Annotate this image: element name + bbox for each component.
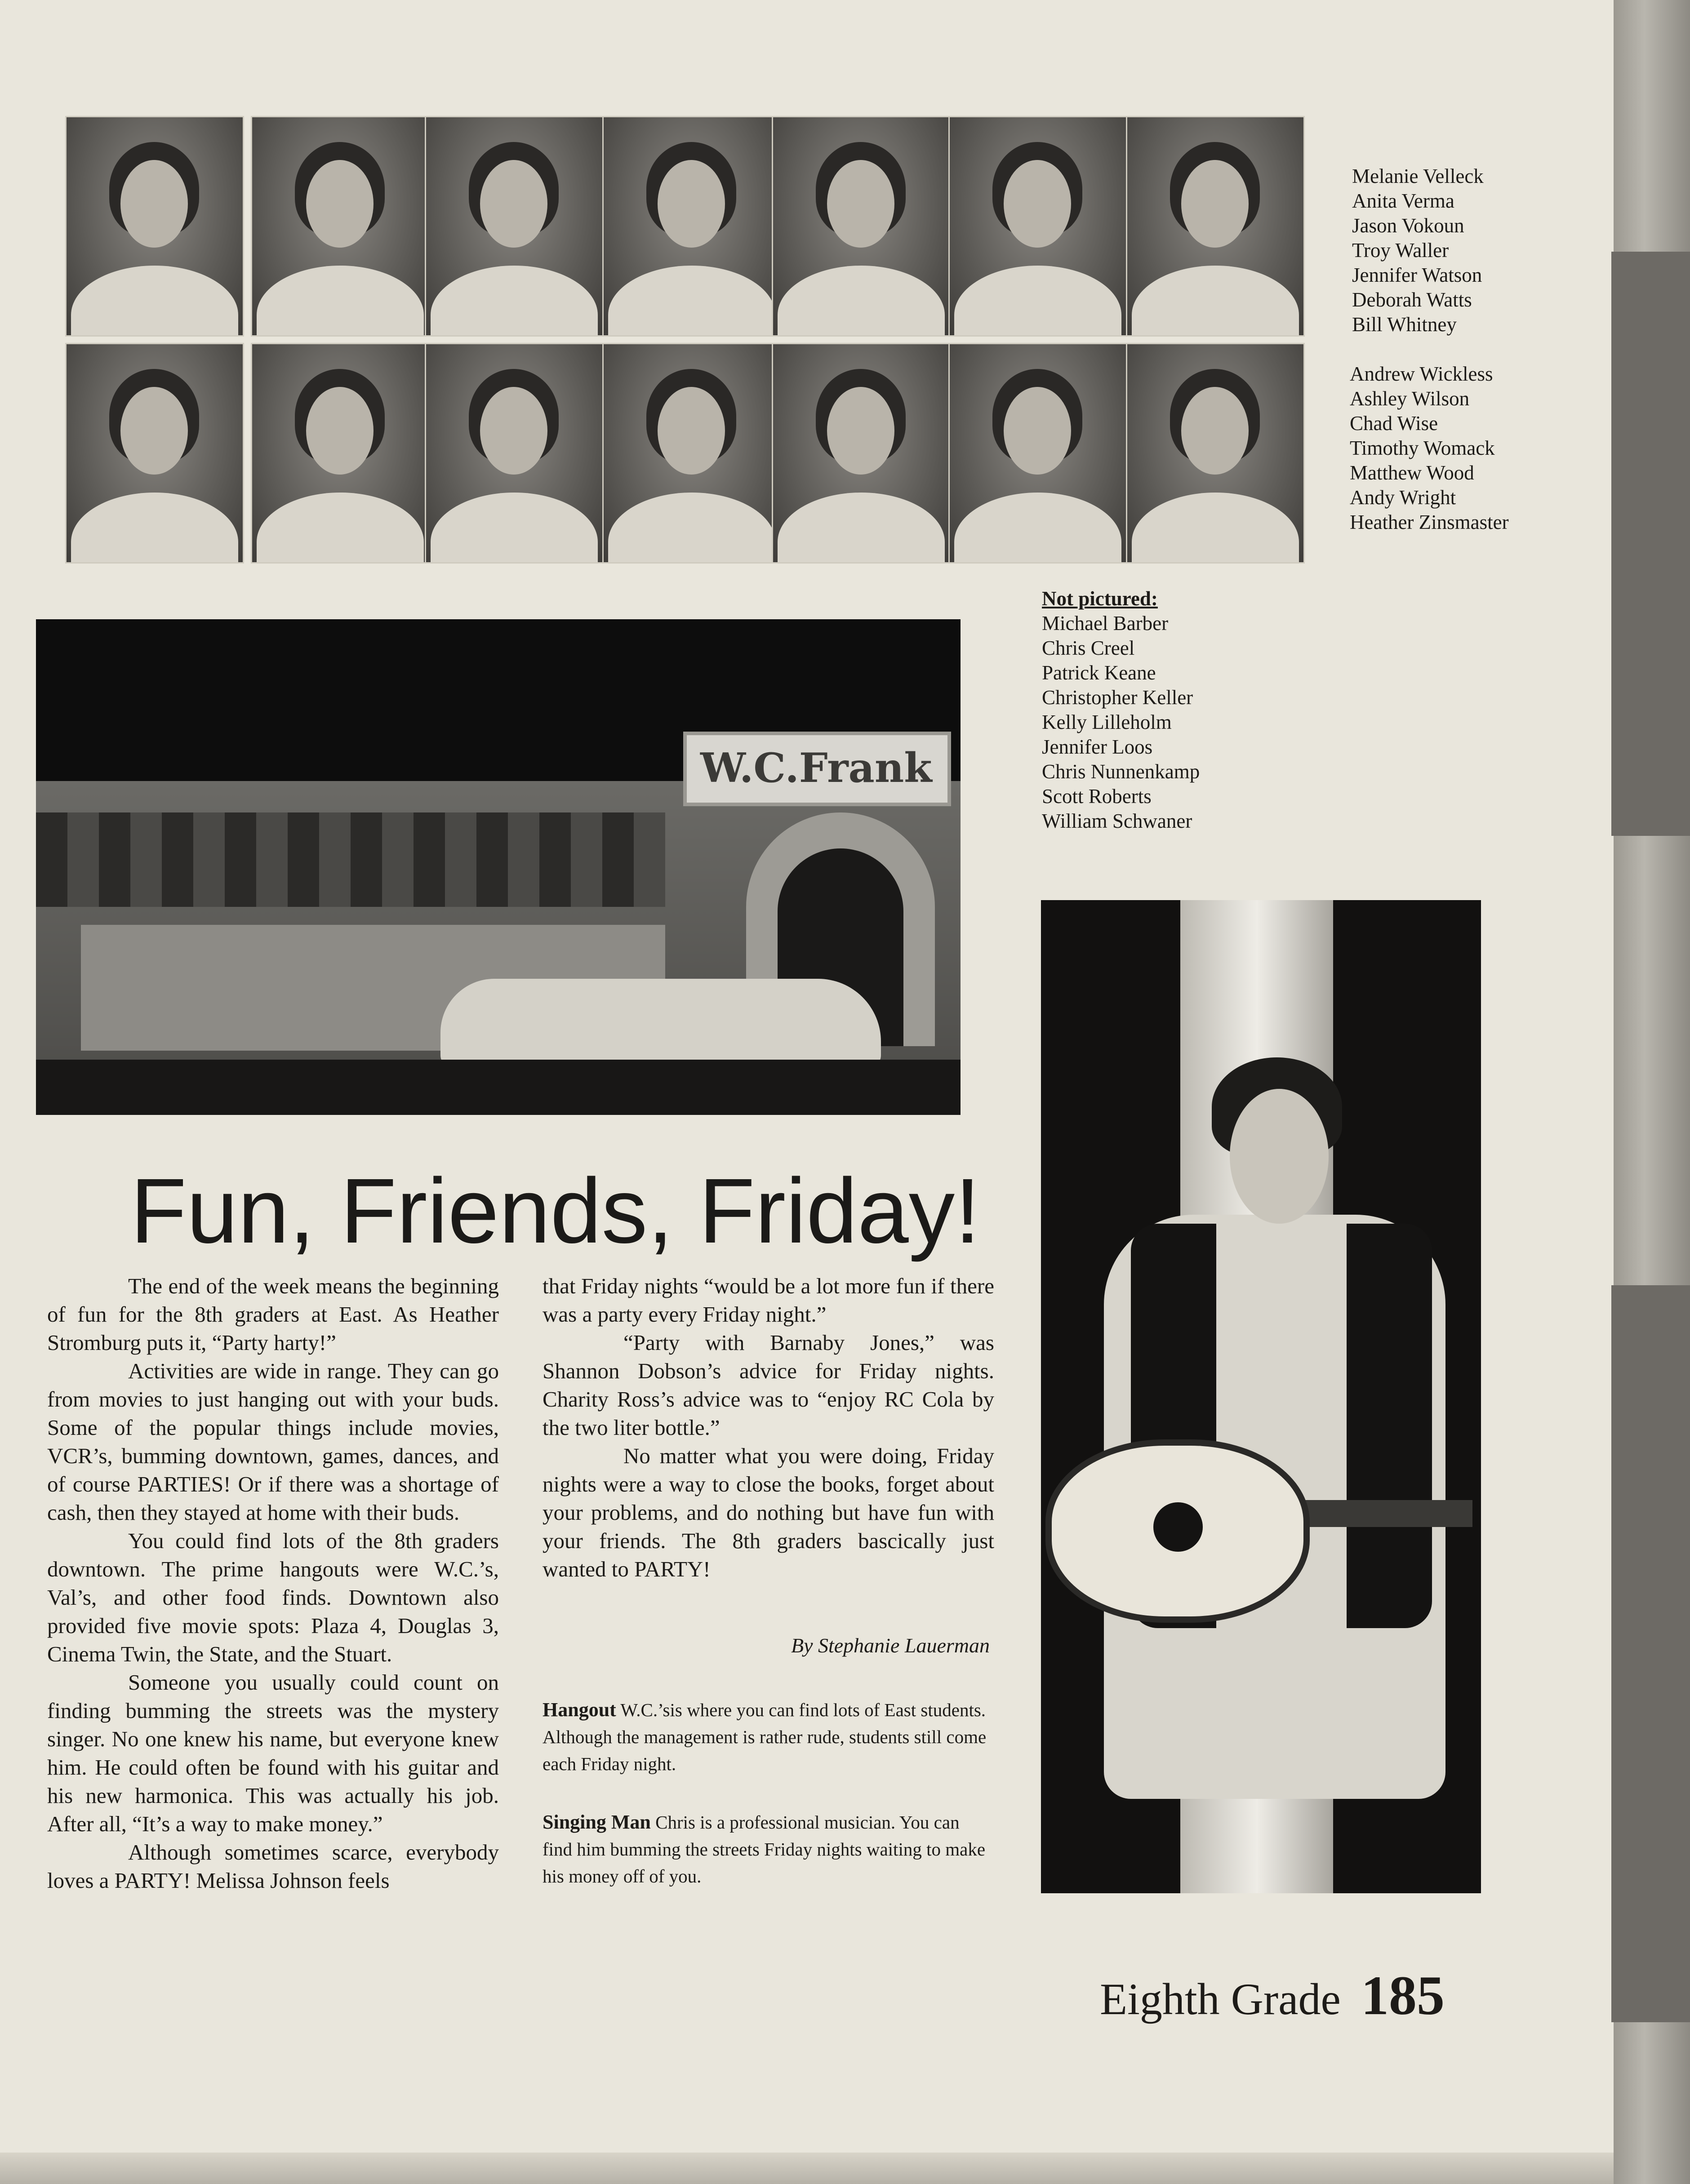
- student-name: Chris Creel: [1042, 637, 1135, 659]
- portrait-photo: [948, 116, 1127, 337]
- student-name: William Schwaner: [1042, 810, 1192, 832]
- article-paragraph: Activities are wide in range. They can go from movies to just hanging out with your buds. Some of the popular things include movies, VCR’s, bumming downtown, games, dances, and of course PARTIES! Or if there was a shortage of cash, then they stayed at home with their buds.: [47, 1358, 499, 1525]
- student-name: Christopher Keller: [1042, 686, 1193, 709]
- student-name: Michael Barber: [1042, 612, 1169, 635]
- portrait-photo: [1126, 343, 1305, 564]
- article-paragraph: No matter what you were doing, Friday nights were a way to close the books, forget about your problems, and do nothing but have fun with your friends. The 8th graders bascically just wanted to PARTY!: [543, 1443, 994, 1581]
- student-name: Jennifer Watson: [1352, 264, 1482, 286]
- portrait-photo: [602, 343, 781, 564]
- portrait-photo: [65, 343, 244, 564]
- article-paragraph: “Party with Barnaby Jones,” was Shannon Dobson’s advice for Friday nights. Charity Ross’s advice was to “enjoy RC Cola by the two liter bottle.”: [543, 1330, 994, 1440]
- student-name: Kelly Lilleholm: [1042, 711, 1172, 733]
- article-paragraph: The end of the week means the beginning of fun for the 8th graders at East. As Heather Stromburg puts it, “Party harty!”: [47, 1274, 499, 1355]
- store-sign: [683, 732, 951, 806]
- storefront-photo: [36, 619, 961, 1115]
- portrait-photo: [772, 343, 951, 564]
- portrait-photo: [1126, 116, 1305, 337]
- article-byline: By Stephanie Lauerman: [791, 1634, 990, 1657]
- student-name: Ashley Wilson: [1350, 387, 1470, 410]
- article-paragraph: Although sometimes scarce, everybody loves a PARTY! Melissa Johnson feels: [47, 1840, 499, 1893]
- student-name: Patrick Keane: [1042, 661, 1156, 684]
- caption-singing-man: [543, 1809, 992, 1890]
- student-name: Jason Vokoun: [1352, 214, 1464, 237]
- caption-title: Hangout: [543, 1699, 616, 1721]
- section-name: Eighth Grade: [1100, 1974, 1341, 2024]
- portrait-photo: [251, 116, 430, 337]
- not-pictured-list: [1042, 611, 1200, 834]
- article-paragraph: You could find lots of the 8th graders downtown. The prime hangouts were W.C.’s, Val’s, and other food finds. Downtown also provided five movie spots: Plaza 4, Douglas 3, Cinema Twin, the State, and the Stuart.: [47, 1528, 499, 1666]
- page-bottom-edge: [0, 2153, 1614, 2184]
- student-name: Chad Wise: [1350, 412, 1438, 435]
- student-name: Deborah Watts: [1352, 289, 1472, 311]
- portrait-photo: [425, 116, 604, 337]
- caption-hangout: [543, 1696, 992, 1777]
- student-name: Matthew Wood: [1350, 462, 1474, 484]
- portrait-photo: [65, 116, 244, 337]
- article-paragraph: that Friday nights “would be a lot more fun if there was a party every Friday night.”: [543, 1274, 994, 1327]
- article-headline: Fun, Friends, Friday!: [130, 1159, 981, 1262]
- page-number: 185: [1361, 1965, 1445, 2026]
- page-tab: [1611, 252, 1690, 836]
- article-paragraph: Someone you usually could count on finding bumming the streets was the mystery singer. No one knew his name, but everyone knew him. He could often be found with his guitar and his new harmonica. This was actually his job. After all, “It’s a way to make money.”: [47, 1670, 499, 1836]
- caption-text: W.C.’sis where you can find lots of East students. Although the management is rather rude, students still come each Friday night.: [543, 1700, 987, 1774]
- page-tab: [1611, 1285, 1690, 2022]
- student-name: Chris Nunnenkamp: [1042, 760, 1200, 783]
- singer-photo: [1041, 900, 1481, 1893]
- student-name: Troy Waller: [1352, 239, 1449, 262]
- portrait-photo: [602, 116, 781, 337]
- row2-name-list: [1350, 362, 1509, 535]
- student-name: Anita Verma: [1352, 190, 1454, 212]
- not-pictured-heading: Not pictured:: [1042, 587, 1158, 610]
- student-name: Jennifer Loos: [1042, 736, 1153, 758]
- caption-text: Chris is a professional musician. You can find him bumming the streets Friday nights waiting to make his money off of you.: [543, 1812, 986, 1887]
- store-sign-text: W.C.Frank: [700, 744, 932, 792]
- student-name: Scott Roberts: [1042, 785, 1152, 808]
- page-footer: [1100, 1964, 1445, 2028]
- portrait-photo: [948, 343, 1127, 564]
- student-name: Bill Whitney: [1352, 313, 1457, 336]
- student-name: Andrew Wickless: [1350, 363, 1493, 385]
- student-name: Heather Zinsmaster: [1350, 511, 1509, 533]
- student-name: Melanie Velleck: [1352, 165, 1484, 187]
- portrait-photo: [772, 116, 951, 337]
- portrait-photo: [251, 343, 430, 564]
- article-column-2: [543, 1272, 994, 1583]
- portrait-photo: [425, 343, 604, 564]
- student-name: Andy Wright: [1350, 486, 1456, 509]
- row1-name-list: [1352, 164, 1484, 337]
- caption-title: Singing Man: [543, 1811, 651, 1833]
- student-name: Timothy Womack: [1350, 437, 1495, 459]
- article-column-1: [47, 1272, 499, 1895]
